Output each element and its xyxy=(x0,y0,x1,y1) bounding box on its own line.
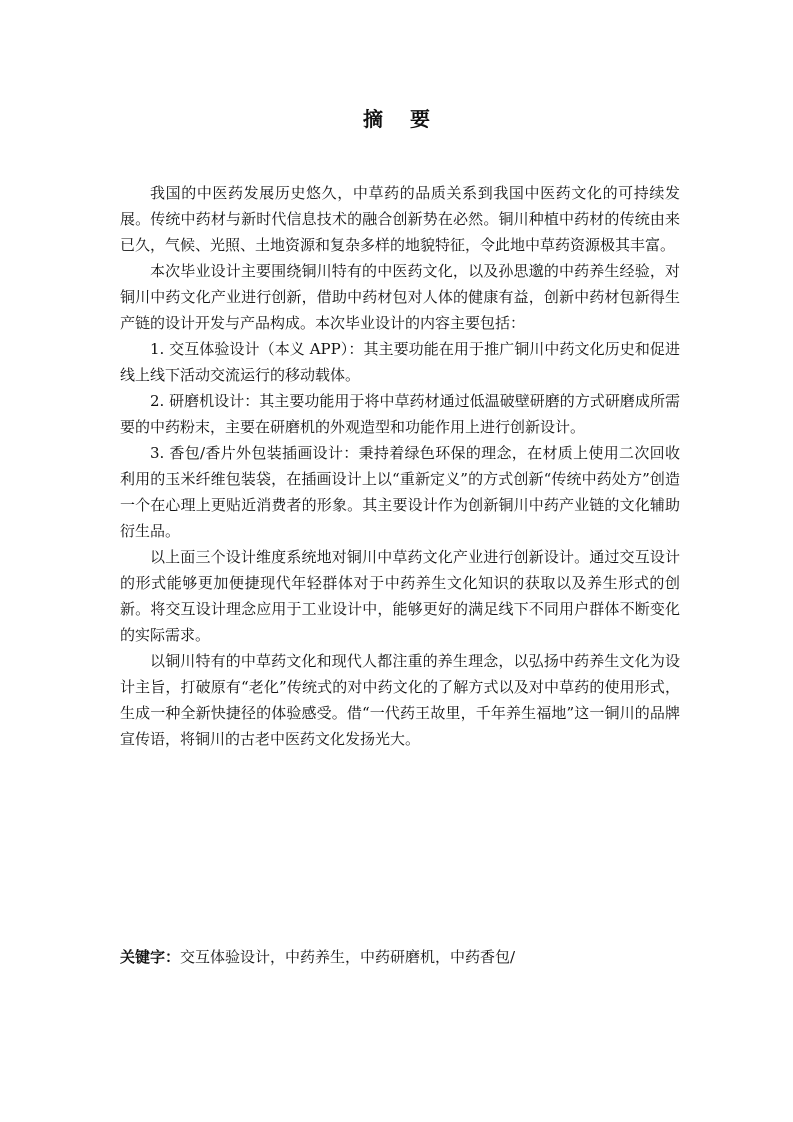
keywords-text: 交互体验设计，中药养生，中药研磨机，中药香包/ xyxy=(180,948,516,966)
list-item-1: 1. 交互体验设计（本义 APP）：其主要功能在用于推广铜川中药文化历史和促进线上线下活动交流运行的移动载体。 xyxy=(120,340,680,384)
list-item-3: 3. 香包/香片外包装插画设计：秉持着绿色环保的理念，在材质上使用二次回收利用的玉米纤维包装袋，在插画设计上以“重新定义”的方式创新“传统中药处方”创造一个在心理上更贴近消费者的形象。其主要设计作为创新铜川中药产业链的文化辅助衍生品。 xyxy=(120,444,680,540)
paragraph: 以铜川特有的中草药文化和现代人都注重的养生理念，以弘扬中药养生文化为设计主旨，打破原有“老化”传统式的对中药文化的了解方式以及对中草药的使用形式，生成一种全新快捷径的体验感受。借“一代药王故里，千年养生福地”这一铜川的品牌宣传语，将铜川的古老中医药文化发扬光大。 xyxy=(120,652,680,748)
paragraph: 本次毕业设计主要围绕铜川特有的中医药文化，以及孙思邈的中药养生经验，对铜川中药文化产业进行创新，借助中药材包对人体的健康有益，创新中药材包新得生产链的设计开发与产品构成。本次毕业设计的内容主要包括： xyxy=(120,262,680,332)
list-item-2: 2. 研磨机设计：其主要功能用于将中草药材通过低温破壁研磨的方式研磨成所需要的中药粉末，主要在研磨机的外观造型和功能作用上进行创新设计。 xyxy=(120,392,680,436)
keywords-line xyxy=(120,944,680,970)
paragraph: 以上面三个设计维度系统地对铜川中草药文化产业进行创新设计。通过交互设计的形式能够更加便捷现代年轻群体对于中药养生文化知识的获取以及养生形式的创新。将交互设计理念应用于工业设计中，能够更好的满足线下不同用户群体不断变化的实际需求。 xyxy=(120,548,680,644)
page-title: 摘 要 xyxy=(363,107,440,131)
paragraph: 我国的中医药发展历史悠久，中草药的品质关系到我国中医药文化的可持续发展。传统中药材与新时代信息技术的融合创新势在必然。铜川种植中药材的传统由来已久，气候、光照、土地资源和复杂多样的地貌特征，令此地中草药资源极其丰富。 xyxy=(120,184,680,254)
keywords-label: 关键字： xyxy=(120,948,181,966)
abstract-body xyxy=(120,180,680,752)
